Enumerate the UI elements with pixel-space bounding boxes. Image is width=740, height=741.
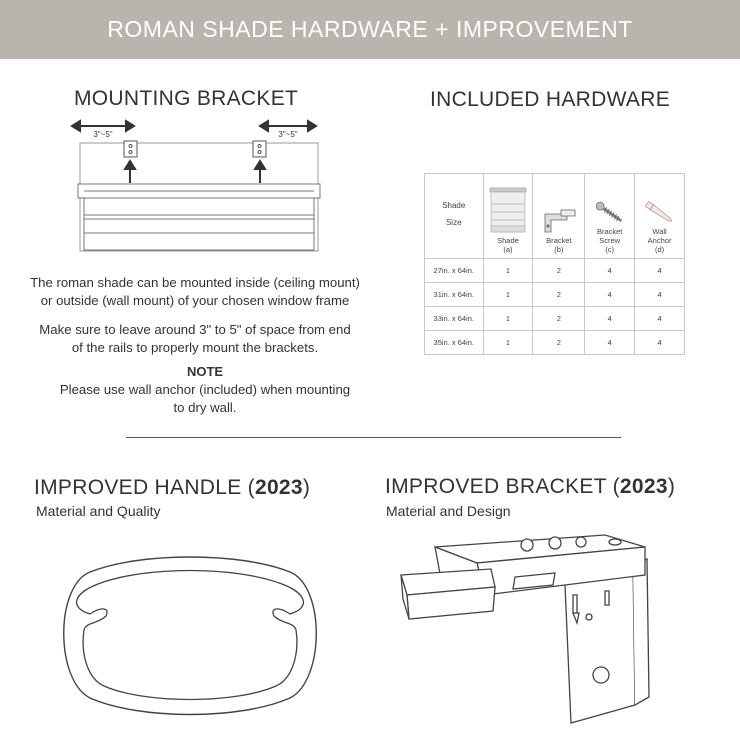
left-dimension-label: 3"~5" [93, 130, 113, 139]
header-anchor-code: (d) [654, 245, 665, 254]
improved-handle-title-suffix: ) [302, 476, 311, 499]
bracket-illustration [395, 525, 670, 725]
row-shade-qty: 1 [483, 283, 533, 307]
bracket-icon [539, 206, 579, 234]
row-shade-qty: 1 [483, 331, 533, 355]
row-bracket-qty: 2 [533, 259, 585, 283]
right-bracket [253, 141, 266, 157]
header-bracket-code: (b) [554, 245, 564, 254]
header-anchor [635, 174, 685, 259]
row-bracket-qty: 2 [533, 283, 585, 307]
row-screw-qty: 4 [585, 331, 635, 355]
included-hardware-title: INCLUDED HARDWARE [430, 88, 671, 111]
header-screw-label2: Screw [599, 236, 621, 245]
anchor-icon [640, 201, 680, 225]
spacing-description-line2: of the rails to properly mount the brackets. [71, 340, 319, 355]
row-size: 35in. x 64in. [425, 331, 484, 355]
table-row [425, 307, 685, 331]
shade-drawing [78, 184, 320, 250]
table-row [425, 331, 685, 355]
header-bracket-label: Bracket [546, 236, 572, 245]
mounting-diagram [70, 115, 330, 255]
right-dimension-label: 3"~5" [278, 130, 298, 139]
header-size-label: Shade Size [442, 201, 466, 227]
header-shade-label: Shade [497, 236, 519, 245]
spacing-description [10, 321, 380, 357]
row-anchor-qty: 4 [635, 331, 685, 355]
header-anchor-label2: Anchor [647, 236, 672, 245]
row-bracket-qty: 2 [533, 331, 585, 355]
header-banner [0, 0, 740, 59]
improved-bracket-subtitle: Material and Design [386, 503, 511, 519]
note-line2: to dry wall. [173, 400, 237, 415]
mount-description-line2: or outside (wall mount) of your chosen window frame [40, 293, 350, 308]
table-row [425, 259, 685, 283]
row-screw-qty: 4 [585, 283, 635, 307]
header-screw [585, 174, 635, 259]
row-size: 31in. x 64in. [425, 283, 484, 307]
mount-description-line1: The roman shade can be mounted inside (ceiling mount) [30, 275, 360, 290]
row-shade-qty: 1 [483, 259, 533, 283]
improved-handle-title [34, 476, 310, 500]
header-shade [483, 174, 533, 259]
row-anchor-qty: 4 [635, 259, 685, 283]
mount-description [10, 274, 380, 310]
improved-bracket-year: 2023 [619, 475, 668, 498]
table-header-row [425, 174, 685, 259]
row-size: 33in. x 64in. [425, 307, 484, 331]
header-screw-label1: Bracket [596, 227, 623, 236]
screw-icon [590, 201, 630, 225]
up-arrows [125, 161, 265, 183]
left-bracket [124, 141, 137, 157]
row-bracket-qty: 2 [533, 307, 585, 331]
page-title: ROMAN SHADE HARDWARE + IMPROVEMENT [107, 16, 633, 42]
spacing-description-line1: Make sure to leave around 3" to 5" of space from end [39, 322, 351, 337]
improved-bracket-title-prefix: IMPROVED BRACKET ( [385, 475, 620, 498]
shade-icon [488, 186, 528, 234]
note-line1: Please use wall anchor (included) when mounting [59, 382, 351, 397]
mounting-bracket-title: MOUNTING BRACKET [74, 87, 299, 110]
header-bracket [533, 174, 585, 259]
improved-handle-subtitle: Material and Quality [36, 503, 161, 519]
header-size [425, 174, 484, 259]
note-text [20, 381, 390, 417]
header-anchor-label1: Wall [652, 227, 667, 236]
table-row [425, 283, 685, 307]
header-shade-code: (a) [503, 245, 513, 254]
row-shade-qty: 1 [483, 307, 533, 331]
row-size: 27in. x 64in. [425, 259, 484, 283]
row-anchor-qty: 4 [635, 307, 685, 331]
handle-illustration [50, 550, 330, 720]
note-title: NOTE [186, 364, 224, 379]
hardware-table [424, 173, 685, 355]
row-screw-qty: 4 [585, 307, 635, 331]
improved-bracket-title [385, 475, 675, 499]
row-anchor-qty: 4 [635, 283, 685, 307]
section-divider [126, 437, 621, 438]
header-screw-code: (c) [605, 245, 615, 254]
improved-handle-year: 2023 [254, 476, 303, 499]
row-screw-qty: 4 [585, 259, 635, 283]
improved-handle-title-prefix: IMPROVED HANDLE ( [34, 476, 255, 499]
improved-bracket-title-suffix: ) [667, 475, 676, 498]
